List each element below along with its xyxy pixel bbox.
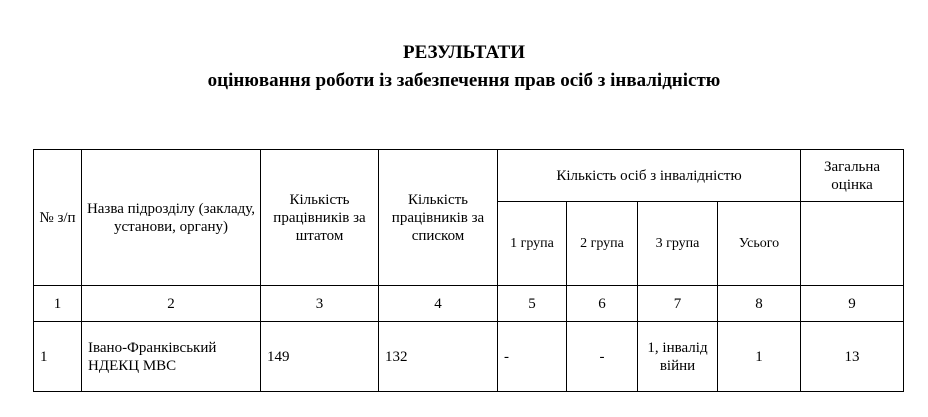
- col-number-4: 4: [379, 286, 498, 322]
- header-group-3: 3 група: [638, 202, 718, 286]
- col-number-2: 2: [82, 286, 261, 322]
- header-total: Усього: [718, 202, 801, 286]
- header-disabled-count: Кількість осіб з інвалідністю: [498, 150, 801, 202]
- col-number-3: 3: [261, 286, 379, 322]
- header-group-1: 1 група: [498, 202, 567, 286]
- col-number-6: 6: [567, 286, 638, 322]
- header-list: Кількість працівників за списком: [379, 150, 498, 286]
- header-total-score: Загальна оцінка: [801, 150, 904, 202]
- row-group-3: 1, інвалід війни: [638, 322, 718, 392]
- row-group-2: -: [567, 322, 638, 392]
- header-group-2: 2 група: [567, 202, 638, 286]
- header-staff: Кількість працівників за штатом: [261, 150, 379, 286]
- row-list: 132: [379, 322, 498, 392]
- row-num: 1: [34, 322, 82, 392]
- header-num: № з/п: [34, 150, 82, 286]
- results-table: [33, 149, 904, 392]
- header-name: Назва підрозділу (закладу, установи, органу): [82, 150, 261, 286]
- document-subtitle: оцінювання роботи із забезпечення прав осіб з інвалідністю: [207, 70, 721, 91]
- row-staff: 149: [261, 322, 379, 392]
- row-total: 1: [718, 322, 801, 392]
- row-score: 13: [801, 322, 904, 392]
- header-score-empty: [801, 202, 904, 286]
- col-number-9: 9: [801, 286, 904, 322]
- col-number-5: 5: [498, 286, 567, 322]
- col-number-8: 8: [718, 286, 801, 322]
- col-number-1: 1: [34, 286, 82, 322]
- row-group-1: -: [498, 322, 567, 392]
- row-name: Івано-Франківський НДЕКЦ МВС: [82, 322, 261, 392]
- col-number-7: 7: [638, 286, 718, 322]
- document-title: РЕЗУЛЬТАТИ: [402, 42, 526, 63]
